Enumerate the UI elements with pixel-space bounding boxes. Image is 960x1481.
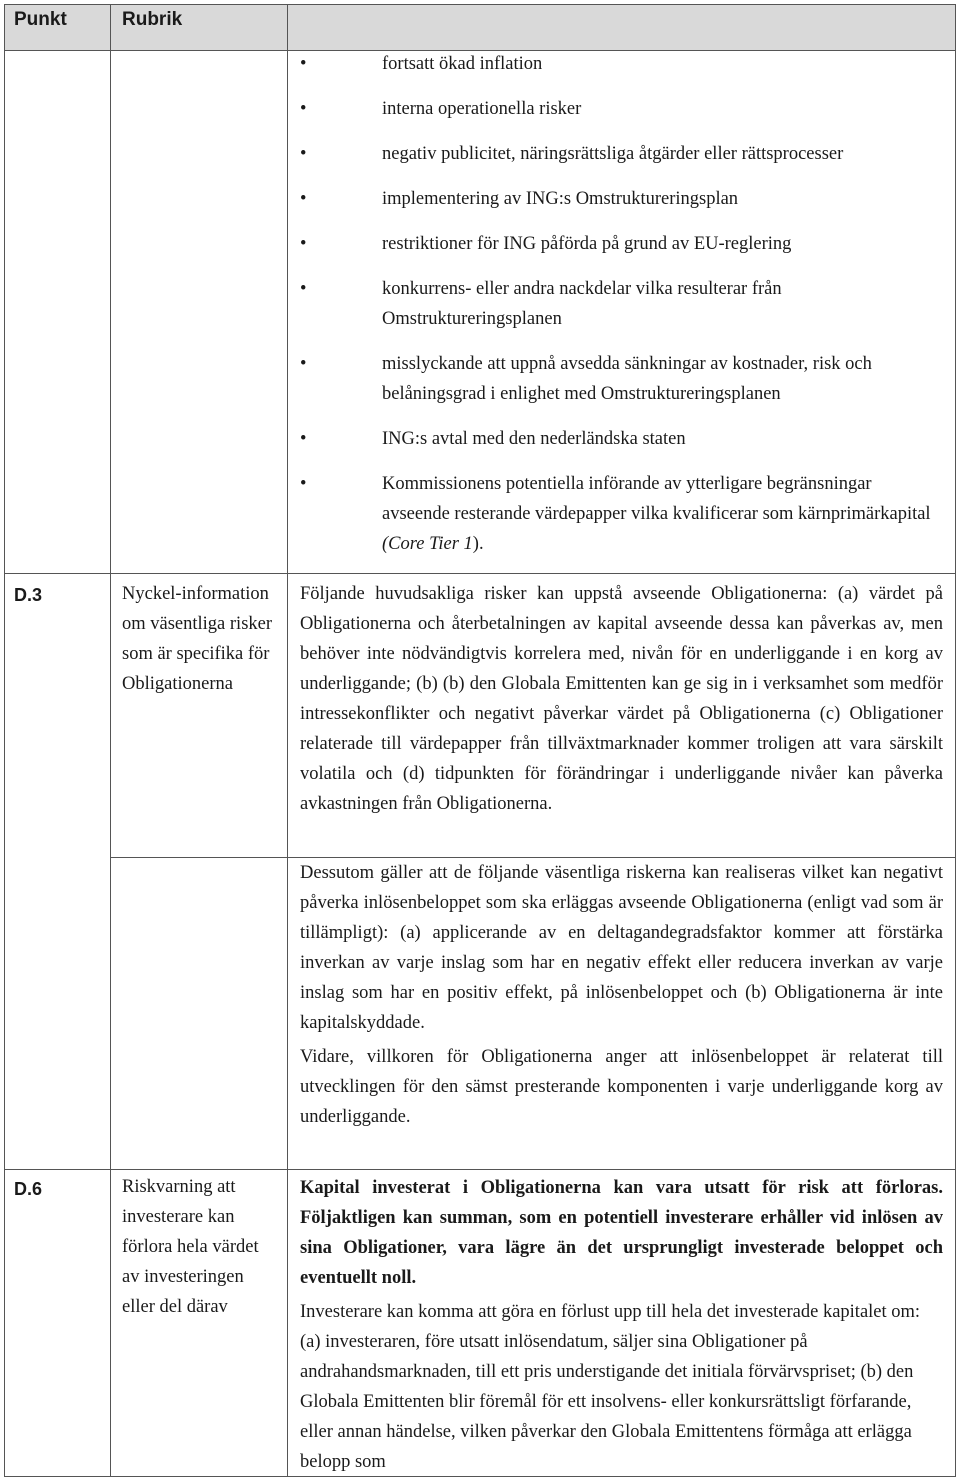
list-item: • fortsatt ökad inflation [300, 49, 940, 79]
d3-paragraph-1: Följande huvudsakliga risker kan uppstå avseende Obligationerna: (a) värdet på Obligationerna och återbetalningen av kapital avseende dessa kan påverkas av, men behöver inte nödvändigtvis korrelera med, nivån för en underliggande i en korg av underliggande; (b) (b) den Globala Emittenten kan ge sig in i verksamhet som medför intressekonflikter och negativt påverkar värdet på Obligationerna (c) Obligationer relaterade till värdepapper från tillväxtmarknader kommer troligen att vara särskilt volatila och (d) tidpunkten för förändringar i underliggande nivåer kan påverka avkastningen från Obligationerna. [300, 584, 943, 814]
rubrik-d6: Riskvarning att investerare kan förlora hela värdet av investeringen eller del därav [122, 1177, 259, 1317]
list-item: • interna operationella risker [300, 94, 940, 124]
list-item: • implementering av ING:s Omstruktureringsplan [300, 184, 940, 214]
list-item: • konkurrens- eller andra nackdelar vilka resulterar från Omstruktureringsplanen [300, 274, 940, 334]
bullet-icon: • [300, 99, 307, 119]
d6-body [300, 1173, 943, 1477]
column-divider-1 [110, 4, 111, 1477]
bullet-icon: • [300, 474, 307, 494]
list-item: • restriktioner för ING påförda på grund av EU-reglering [300, 229, 940, 259]
list-item: • Kommissionens potentiella införande av ytterligare begränsningar avseende resterande värdepapper vilka kvalificerar som kärnprimärkapital (Core Tier 1). [300, 469, 940, 559]
column-divider-2 [287, 4, 288, 1477]
rubrik-d3: Nyckel-information om väsentliga risker som är specifika för Obligationerna [122, 584, 273, 694]
table-border-top [4, 4, 956, 5]
bullet-icon: • [300, 354, 307, 374]
punkt-d3: D.3 [14, 585, 43, 605]
bullet-icon: • [300, 189, 307, 209]
bullet-icon: • [300, 279, 307, 299]
header-punkt: Punkt [14, 9, 67, 30]
bullet-icon: • [300, 54, 307, 74]
header-rubrik: Rubrik [122, 9, 183, 30]
table-border-right [955, 4, 956, 1477]
risk-bullet-list [300, 49, 940, 574]
punkt-d6: D.6 [14, 1179, 43, 1199]
d3-paragraph-3: Vidare, villkoren för Obligationerna anger att inlösenbeloppet är relaterat till utvecklingen för den sämst presterande komponenten i varje underliggande korg av underliggande. [300, 1047, 943, 1127]
list-item: • misslyckande att uppnå avsedda sänkningar av kostnader, risk och belåningsgrad i enlighet med Omstruktureringsplanen [300, 349, 940, 409]
row-divider-d6 [4, 1169, 956, 1170]
bullet-icon: • [300, 234, 307, 254]
list-item: • negativ publicitet, näringsrättsliga åtgärder eller rättsprocesser [300, 139, 940, 169]
d6-paragraph: Investerare kan komma att göra en förlust upp till hela det investerade kapitalet om: (a) investeraren, före utsatt inlösendatum, säljer sina Obligationer på andrahandsmarknaden, till ett pris understigande det initiala förvärvspriset; (b) den Globala Emittenten blir föremål för ett insolvens- eller konkursrättsligt förfarande, eller annan händelse, vilken påverkar den Globala Emittentens förmåga att erlägga belopp som [300, 1302, 921, 1472]
list-item: • ING:s avtal med den nederländska staten [300, 424, 940, 454]
d3-body [300, 579, 943, 819]
d6-bold-paragraph: Kapital investerat i Obligationerna kan vara utsatt för risk att förloras. Följaktligen kan summan, som en potentiell investerare erhåller vid inlösen av sina Obligationer, vara lägre än det ursprungligt investerade beloppet och eventuellt noll. [300, 1178, 943, 1288]
d3-paragraph-2: Dessutom gäller att de följande väsentliga riskerna kan realiseras vilket kan negativt påverka inlösenbeloppet som ska erläggas avseende Obligationerna (enligt vad som är tillämpligt): (a) applicerande av en deltagandegradsfaktor kommer att förstärka inverkan av varje inslag som har en negativ effekt eller reducera inverkan av varje inslag som har en positiv effekt, på inlösenbeloppet och (b) Obligationerna är inte kapitalskyddade. [300, 863, 943, 1033]
table-border-left [4, 4, 5, 1477]
bullet-icon: • [300, 144, 307, 164]
bullet-icon: • [300, 429, 307, 449]
d3-body-continued [300, 858, 943, 1132]
